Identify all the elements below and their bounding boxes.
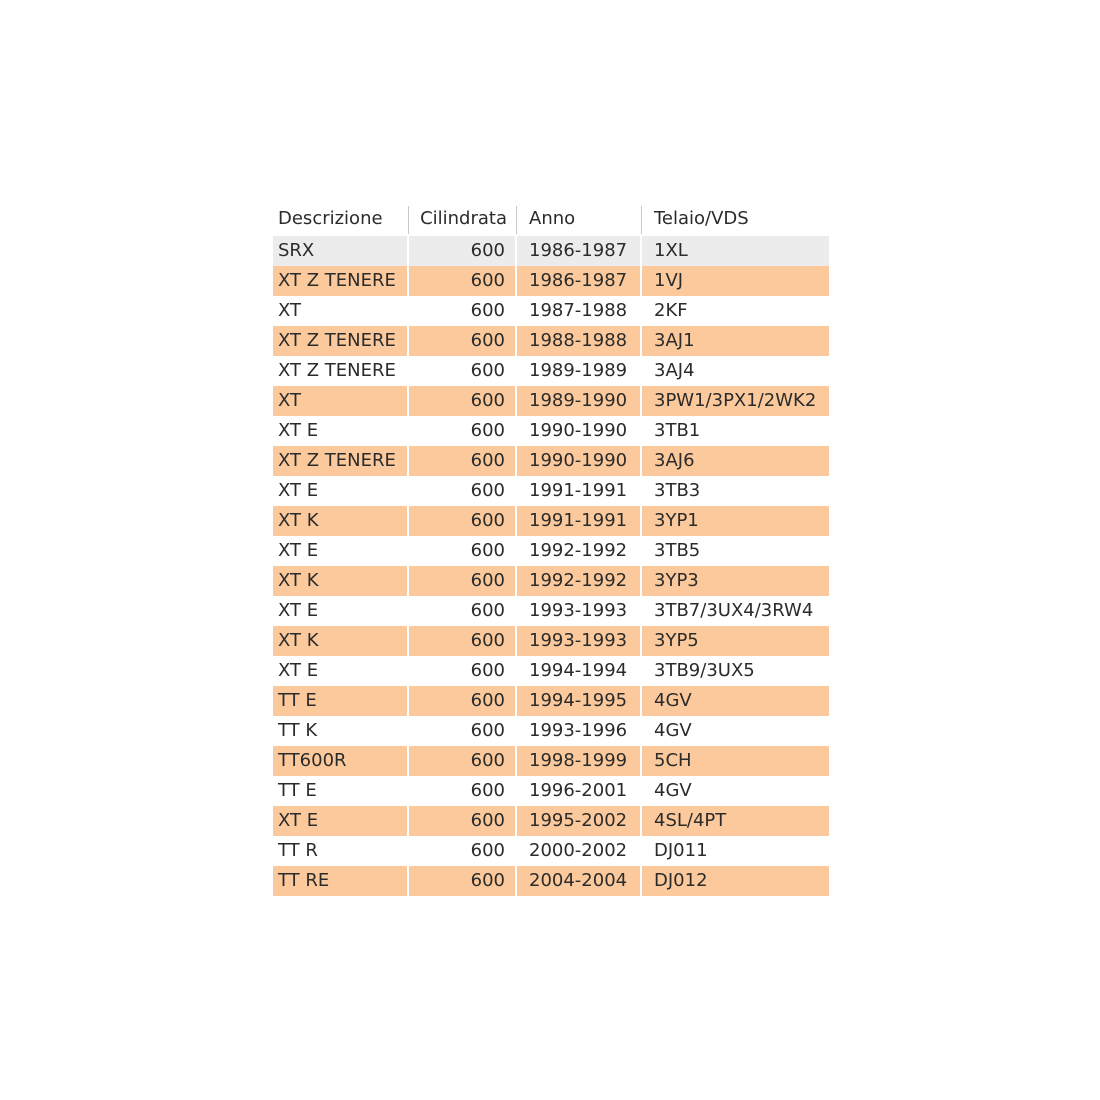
cell-anno: 1993-1993 xyxy=(517,596,642,626)
cell-descrizione: XT xyxy=(273,296,409,326)
cell-telaio: 3AJ4 xyxy=(654,360,695,381)
cell-cilindrata: 600 xyxy=(409,446,517,476)
table-row[interactable] xyxy=(273,416,829,446)
cell-cilindrata: 600 xyxy=(409,776,517,806)
cell-cilindrata: 600 xyxy=(409,656,517,686)
cell-telaio: 4GV xyxy=(654,690,692,711)
cell-anno: 1993-1993 xyxy=(517,626,642,656)
cell-descrizione: XT Z TENERE xyxy=(273,266,409,296)
table-row[interactable] xyxy=(273,356,829,386)
cell-descrizione: XT E xyxy=(273,806,409,836)
cell-telaio: 3YP5 xyxy=(654,630,699,651)
cell-anno: 1991-1991 xyxy=(517,476,642,506)
table-row[interactable] xyxy=(273,566,829,596)
cell-descrizione: XT E xyxy=(273,416,409,446)
table-row[interactable] xyxy=(273,506,829,536)
cell-anno: 2000-2002 xyxy=(517,836,642,866)
cell-anno: 1992-1992 xyxy=(517,536,642,566)
table-row[interactable] xyxy=(273,536,829,566)
cell-descrizione: TT K xyxy=(273,716,409,746)
cell-anno: 1989-1989 xyxy=(517,356,642,386)
column-header-telaio[interactable]: Telaio/VDS xyxy=(654,208,749,229)
cell-telaio: 1XL xyxy=(654,240,688,261)
cell-cilindrata: 600 xyxy=(409,236,517,266)
cell-cilindrata: 600 xyxy=(409,806,517,836)
vehicle-table xyxy=(273,204,829,896)
cell-descrizione: XT K xyxy=(273,566,409,596)
table-row[interactable] xyxy=(273,236,829,266)
cell-telaio: 4SL/4PT xyxy=(654,810,727,831)
cell-descrizione: XT Z TENERE xyxy=(273,326,409,356)
cell-anno: 1986-1987 xyxy=(517,236,642,266)
cell-anno: 1991-1991 xyxy=(517,506,642,536)
table-row[interactable] xyxy=(273,716,829,746)
cell-telaio: 3TB7/3UX4/3RW4 xyxy=(654,600,814,621)
cell-anno: 1994-1995 xyxy=(517,686,642,716)
cell-descrizione: SRX xyxy=(273,236,409,266)
cell-anno: 1990-1990 xyxy=(517,416,642,446)
cell-descrizione: TT600R xyxy=(273,746,409,776)
cell-descrizione: XT E xyxy=(273,596,409,626)
cell-cilindrata: 600 xyxy=(409,416,517,446)
table-row[interactable] xyxy=(273,686,829,716)
cell-telaio: 3YP1 xyxy=(654,510,699,531)
table-body xyxy=(273,236,829,896)
cell-descrizione: XT K xyxy=(273,626,409,656)
table-row[interactable] xyxy=(273,296,829,326)
table-row[interactable] xyxy=(273,656,829,686)
cell-anno: 1989-1990 xyxy=(517,386,642,416)
table-row[interactable] xyxy=(273,596,829,626)
table-row[interactable] xyxy=(273,476,829,506)
cell-anno: 1986-1987 xyxy=(517,266,642,296)
table-row[interactable] xyxy=(273,326,829,356)
cell-telaio: DJ012 xyxy=(654,870,708,891)
cell-cilindrata: 600 xyxy=(409,506,517,536)
cell-cilindrata: 600 xyxy=(409,326,517,356)
cell-cilindrata: 600 xyxy=(409,386,517,416)
cell-telaio: 3YP3 xyxy=(654,570,699,591)
cell-telaio: 3PW1/3PX1/2WK2 xyxy=(654,390,817,411)
table-row[interactable] xyxy=(273,386,829,416)
cell-telaio: 3AJ6 xyxy=(654,450,695,471)
cell-descrizione: TT E xyxy=(273,776,409,806)
cell-telaio: 3AJ1 xyxy=(654,330,695,351)
cell-descrizione: XT E xyxy=(273,656,409,686)
cell-cilindrata: 600 xyxy=(409,686,517,716)
cell-telaio: 4GV xyxy=(654,720,692,741)
cell-anno: 1995-2002 xyxy=(517,806,642,836)
cell-descrizione: XT E xyxy=(273,536,409,566)
cell-descrizione: TT RE xyxy=(273,866,409,896)
cell-anno: 2004-2004 xyxy=(517,866,642,896)
table-row[interactable] xyxy=(273,866,829,896)
cell-telaio: 2KF xyxy=(654,300,688,321)
table-row[interactable] xyxy=(273,806,829,836)
table-row[interactable] xyxy=(273,266,829,296)
cell-cilindrata: 600 xyxy=(409,266,517,296)
cell-anno: 1994-1994 xyxy=(517,656,642,686)
cell-anno: 1992-1992 xyxy=(517,566,642,596)
cell-anno: 1993-1996 xyxy=(517,716,642,746)
cell-cilindrata: 600 xyxy=(409,596,517,626)
cell-descrizione: XT Z TENERE xyxy=(273,446,409,476)
cell-cilindrata: 600 xyxy=(409,356,517,386)
cell-anno: 1996-2001 xyxy=(517,776,642,806)
cell-descrizione: XT Z TENERE xyxy=(273,356,409,386)
cell-telaio: 3TB1 xyxy=(654,420,701,441)
column-header-descrizione[interactable]: Descrizione xyxy=(273,204,409,234)
column-header-anno[interactable]: Anno xyxy=(517,204,642,234)
cell-anno: 1987-1988 xyxy=(517,296,642,326)
cell-telaio: 1VJ xyxy=(654,270,684,291)
column-header-cilindrata[interactable]: Cilindrata xyxy=(409,204,517,234)
cell-cilindrata: 600 xyxy=(409,536,517,566)
cell-cilindrata: 600 xyxy=(409,836,517,866)
cell-descrizione: XT K xyxy=(273,506,409,536)
cell-telaio: 3TB9/3UX5 xyxy=(654,660,755,681)
cell-telaio: 3TB3 xyxy=(654,480,701,501)
cell-anno: 1988-1988 xyxy=(517,326,642,356)
cell-descrizione: XT E xyxy=(273,476,409,506)
cell-cilindrata: 600 xyxy=(409,476,517,506)
table-row[interactable] xyxy=(273,776,829,806)
cell-cilindrata: 600 xyxy=(409,866,517,896)
table-row[interactable] xyxy=(273,446,829,476)
cell-telaio: 4GV xyxy=(654,780,692,801)
table-row[interactable] xyxy=(273,626,829,656)
cell-descrizione: TT R xyxy=(273,836,409,866)
cell-cilindrata: 600 xyxy=(409,716,517,746)
cell-telaio: 5CH xyxy=(654,750,692,771)
cell-anno: 1998-1999 xyxy=(517,746,642,776)
cell-telaio: DJ011 xyxy=(654,840,708,861)
cell-descrizione: XT xyxy=(273,386,409,416)
cell-anno: 1990-1990 xyxy=(517,446,642,476)
table-row[interactable] xyxy=(273,836,829,866)
cell-cilindrata: 600 xyxy=(409,566,517,596)
cell-cilindrata: 600 xyxy=(409,296,517,326)
cell-telaio: 3TB5 xyxy=(654,540,701,561)
table-row[interactable] xyxy=(273,746,829,776)
table-header xyxy=(273,204,829,234)
cell-cilindrata: 600 xyxy=(409,626,517,656)
cell-descrizione: TT E xyxy=(273,686,409,716)
cell-cilindrata: 600 xyxy=(409,746,517,776)
